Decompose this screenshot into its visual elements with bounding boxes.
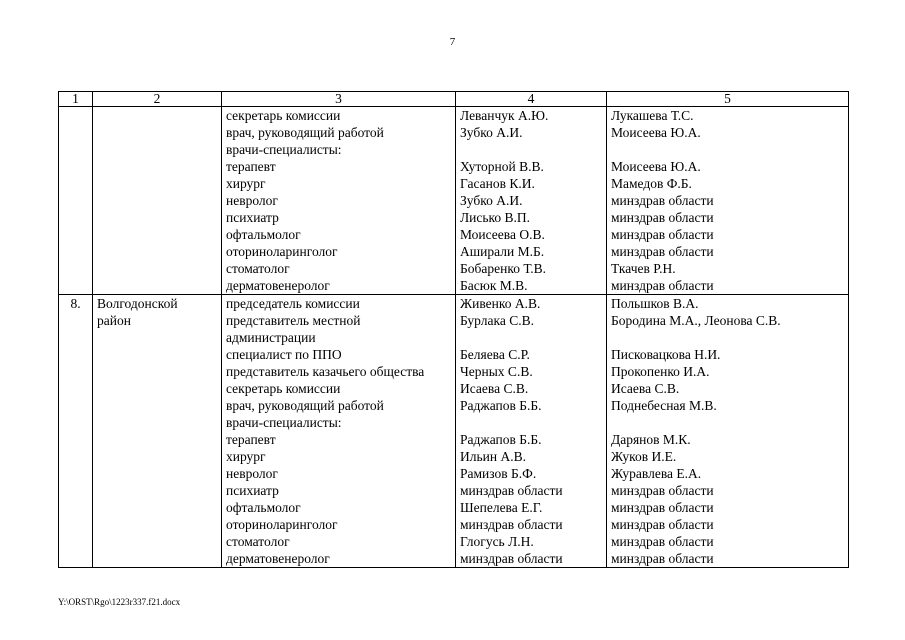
cell-member: минздрав области <box>456 550 607 568</box>
cell-number <box>59 260 93 277</box>
cell-member: Раджапов Б.Б. <box>456 431 607 448</box>
cell-number <box>59 499 93 516</box>
cell-member: Шепелева Е.Г. <box>456 499 607 516</box>
cell-district <box>93 465 222 482</box>
cell-role: врач, руководящий работой <box>222 397 456 414</box>
cell-reserve: Бородина М.А., Леонова С.В. <box>607 312 849 329</box>
cell-reserve: Жуков И.Е. <box>607 448 849 465</box>
cell-role: представитель казачьего общества <box>222 363 456 380</box>
cell-reserve: Лукашева Т.С. <box>607 107 849 125</box>
cell-member: Гасанов К.И. <box>456 175 607 192</box>
table-row <box>59 124 849 141</box>
cell-role: стоматолог <box>222 260 456 277</box>
cell-reserve: минздрав области <box>607 209 849 226</box>
header-row <box>59 92 849 107</box>
table-row <box>59 448 849 465</box>
cell-number <box>59 346 93 363</box>
cell-number: 8. <box>59 295 93 313</box>
header-col-5: 5 <box>607 92 849 107</box>
table-row <box>59 550 849 568</box>
cell-reserve <box>607 414 849 431</box>
cell-number <box>59 363 93 380</box>
cell-reserve: минздрав области <box>607 226 849 243</box>
cell-reserve: минздрав области <box>607 482 849 499</box>
cell-district <box>93 550 222 568</box>
cell-district <box>93 380 222 397</box>
cell-district <box>93 448 222 465</box>
cell-reserve: Писковацкова Н.И. <box>607 346 849 363</box>
cell-member <box>456 414 607 431</box>
table-row <box>59 329 849 346</box>
cell-reserve: Моисеева Ю.А. <box>607 158 849 175</box>
table-row <box>59 499 849 516</box>
table-row <box>59 226 849 243</box>
cell-role: психиатр <box>222 482 456 499</box>
cell-number <box>59 414 93 431</box>
table-row <box>59 533 849 550</box>
cell-number <box>59 226 93 243</box>
cell-reserve: Прокопенко И.А. <box>607 363 849 380</box>
cell-district <box>93 209 222 226</box>
cell-member: Зубко А.И. <box>456 124 607 141</box>
cell-member: Исаева С.В. <box>456 380 607 397</box>
cell-reserve: минздрав области <box>607 192 849 209</box>
cell-district <box>93 363 222 380</box>
cell-member: Раджапов Б.Б. <box>456 397 607 414</box>
cell-reserve: минздрав области <box>607 533 849 550</box>
table-row <box>59 431 849 448</box>
cell-role: оториноларинголог <box>222 243 456 260</box>
commission-table <box>58 91 849 568</box>
cell-reserve: Мамедов Ф.Б. <box>607 175 849 192</box>
cell-district <box>93 107 222 125</box>
table-row <box>59 346 849 363</box>
cell-number <box>59 243 93 260</box>
cell-reserve: Дарянов М.К. <box>607 431 849 448</box>
table-row <box>59 277 849 295</box>
cell-district <box>93 329 222 346</box>
cell-member: Моисеева О.В. <box>456 226 607 243</box>
cell-number <box>59 431 93 448</box>
cell-role: стоматолог <box>222 533 456 550</box>
cell-number <box>59 312 93 329</box>
cell-role: администрации <box>222 329 456 346</box>
cell-number <box>59 329 93 346</box>
table-row <box>59 243 849 260</box>
cell-number <box>59 192 93 209</box>
cell-district: Волгодонской <box>93 295 222 313</box>
cell-member: Басюк М.В. <box>456 277 607 295</box>
cell-role: врачи-специалисты: <box>222 414 456 431</box>
cell-member: минздрав области <box>456 482 607 499</box>
table-row <box>59 141 849 158</box>
cell-reserve <box>607 329 849 346</box>
cell-member: Зубко А.И. <box>456 192 607 209</box>
cell-number <box>59 448 93 465</box>
cell-district <box>93 533 222 550</box>
cell-reserve: Поднебесная М.В. <box>607 397 849 414</box>
table-row <box>59 295 849 313</box>
table-row <box>59 397 849 414</box>
cell-role: специалист по ППО <box>222 346 456 363</box>
cell-role: представитель местной <box>222 312 456 329</box>
cell-role: оториноларинголог <box>222 516 456 533</box>
cell-number <box>59 158 93 175</box>
cell-reserve: минздрав области <box>607 243 849 260</box>
cell-district <box>93 243 222 260</box>
cell-role: врач, руководящий работой <box>222 124 456 141</box>
cell-number <box>59 141 93 158</box>
cell-number <box>59 550 93 568</box>
cell-district <box>93 141 222 158</box>
cell-member: Глогусь Л.Н. <box>456 533 607 550</box>
cell-district <box>93 175 222 192</box>
cell-district <box>93 482 222 499</box>
cell-role: врачи-специалисты: <box>222 141 456 158</box>
cell-reserve: Журавлева Е.А. <box>607 465 849 482</box>
table-row <box>59 414 849 431</box>
cell-number <box>59 465 93 482</box>
table-row <box>59 158 849 175</box>
cell-reserve: Исаева С.В. <box>607 380 849 397</box>
table-row <box>59 175 849 192</box>
table-row <box>59 465 849 482</box>
cell-role: хирург <box>222 175 456 192</box>
cell-role: офтальмолог <box>222 226 456 243</box>
cell-district <box>93 260 222 277</box>
cell-member: Рамизов Б.Ф. <box>456 465 607 482</box>
cell-district <box>93 431 222 448</box>
cell-number <box>59 124 93 141</box>
cell-member: Леванчук А.Ю. <box>456 107 607 125</box>
table-row <box>59 482 849 499</box>
file-path-footer: Y:\ORST\Rgo\1223r337.f21.docx <box>58 597 181 607</box>
cell-member: Черных С.В. <box>456 363 607 380</box>
cell-member: Аширали М.Б. <box>456 243 607 260</box>
cell-role: секретарь комиссии <box>222 107 456 125</box>
header-col-2: 2 <box>93 92 222 107</box>
cell-member: Бобаренко Т.В. <box>456 260 607 277</box>
cell-role: невролог <box>222 465 456 482</box>
cell-role: офтальмолог <box>222 499 456 516</box>
cell-reserve: минздрав области <box>607 550 849 568</box>
header-col-4: 4 <box>456 92 607 107</box>
cell-role: психиатр <box>222 209 456 226</box>
cell-district <box>93 158 222 175</box>
cell-number <box>59 397 93 414</box>
cell-district <box>93 516 222 533</box>
cell-member: Беляева С.Р. <box>456 346 607 363</box>
cell-number <box>59 209 93 226</box>
cell-member: Лисько В.П. <box>456 209 607 226</box>
cell-district <box>93 226 222 243</box>
cell-district <box>93 397 222 414</box>
cell-number <box>59 277 93 295</box>
cell-number <box>59 482 93 499</box>
cell-member: Хуторной В.В. <box>456 158 607 175</box>
table-row <box>59 312 849 329</box>
cell-role: терапевт <box>222 158 456 175</box>
cell-reserve <box>607 141 849 158</box>
table-row <box>59 192 849 209</box>
cell-number <box>59 533 93 550</box>
cell-district <box>93 499 222 516</box>
cell-member: Ильин А.В. <box>456 448 607 465</box>
cell-district: район <box>93 312 222 329</box>
cell-number <box>59 175 93 192</box>
cell-district <box>93 277 222 295</box>
cell-member: Бурлака С.В. <box>456 312 607 329</box>
cell-role: терапевт <box>222 431 456 448</box>
header-col-1: 1 <box>59 92 93 107</box>
cell-number <box>59 380 93 397</box>
cell-role: дерматовенеролог <box>222 277 456 295</box>
cell-district <box>93 192 222 209</box>
header-col-3: 3 <box>222 92 456 107</box>
table-row <box>59 209 849 226</box>
cell-reserve: минздрав области <box>607 277 849 295</box>
cell-district <box>93 414 222 431</box>
table-row <box>59 363 849 380</box>
cell-district <box>93 346 222 363</box>
cell-member <box>456 141 607 158</box>
cell-member <box>456 329 607 346</box>
cell-role: председатель комиссии <box>222 295 456 313</box>
cell-role: секретарь комиссии <box>222 380 456 397</box>
table-row <box>59 516 849 533</box>
cell-reserve: Ткачев Р.Н. <box>607 260 849 277</box>
cell-reserve: минздрав области <box>607 499 849 516</box>
table-row <box>59 260 849 277</box>
table-row <box>59 380 849 397</box>
cell-role: невролог <box>222 192 456 209</box>
cell-number <box>59 516 93 533</box>
cell-number <box>59 107 93 125</box>
cell-role: дерматовенеролог <box>222 550 456 568</box>
cell-reserve: минздрав области <box>607 516 849 533</box>
cell-role: хирург <box>222 448 456 465</box>
cell-reserve: Польшков В.А. <box>607 295 849 313</box>
cell-member: минздрав области <box>456 516 607 533</box>
table-row <box>59 107 849 125</box>
cell-district <box>93 124 222 141</box>
cell-reserve: Моисеева Ю.А. <box>607 124 849 141</box>
page-number: 7 <box>449 36 456 48</box>
cell-member: Живенко А.В. <box>456 295 607 313</box>
